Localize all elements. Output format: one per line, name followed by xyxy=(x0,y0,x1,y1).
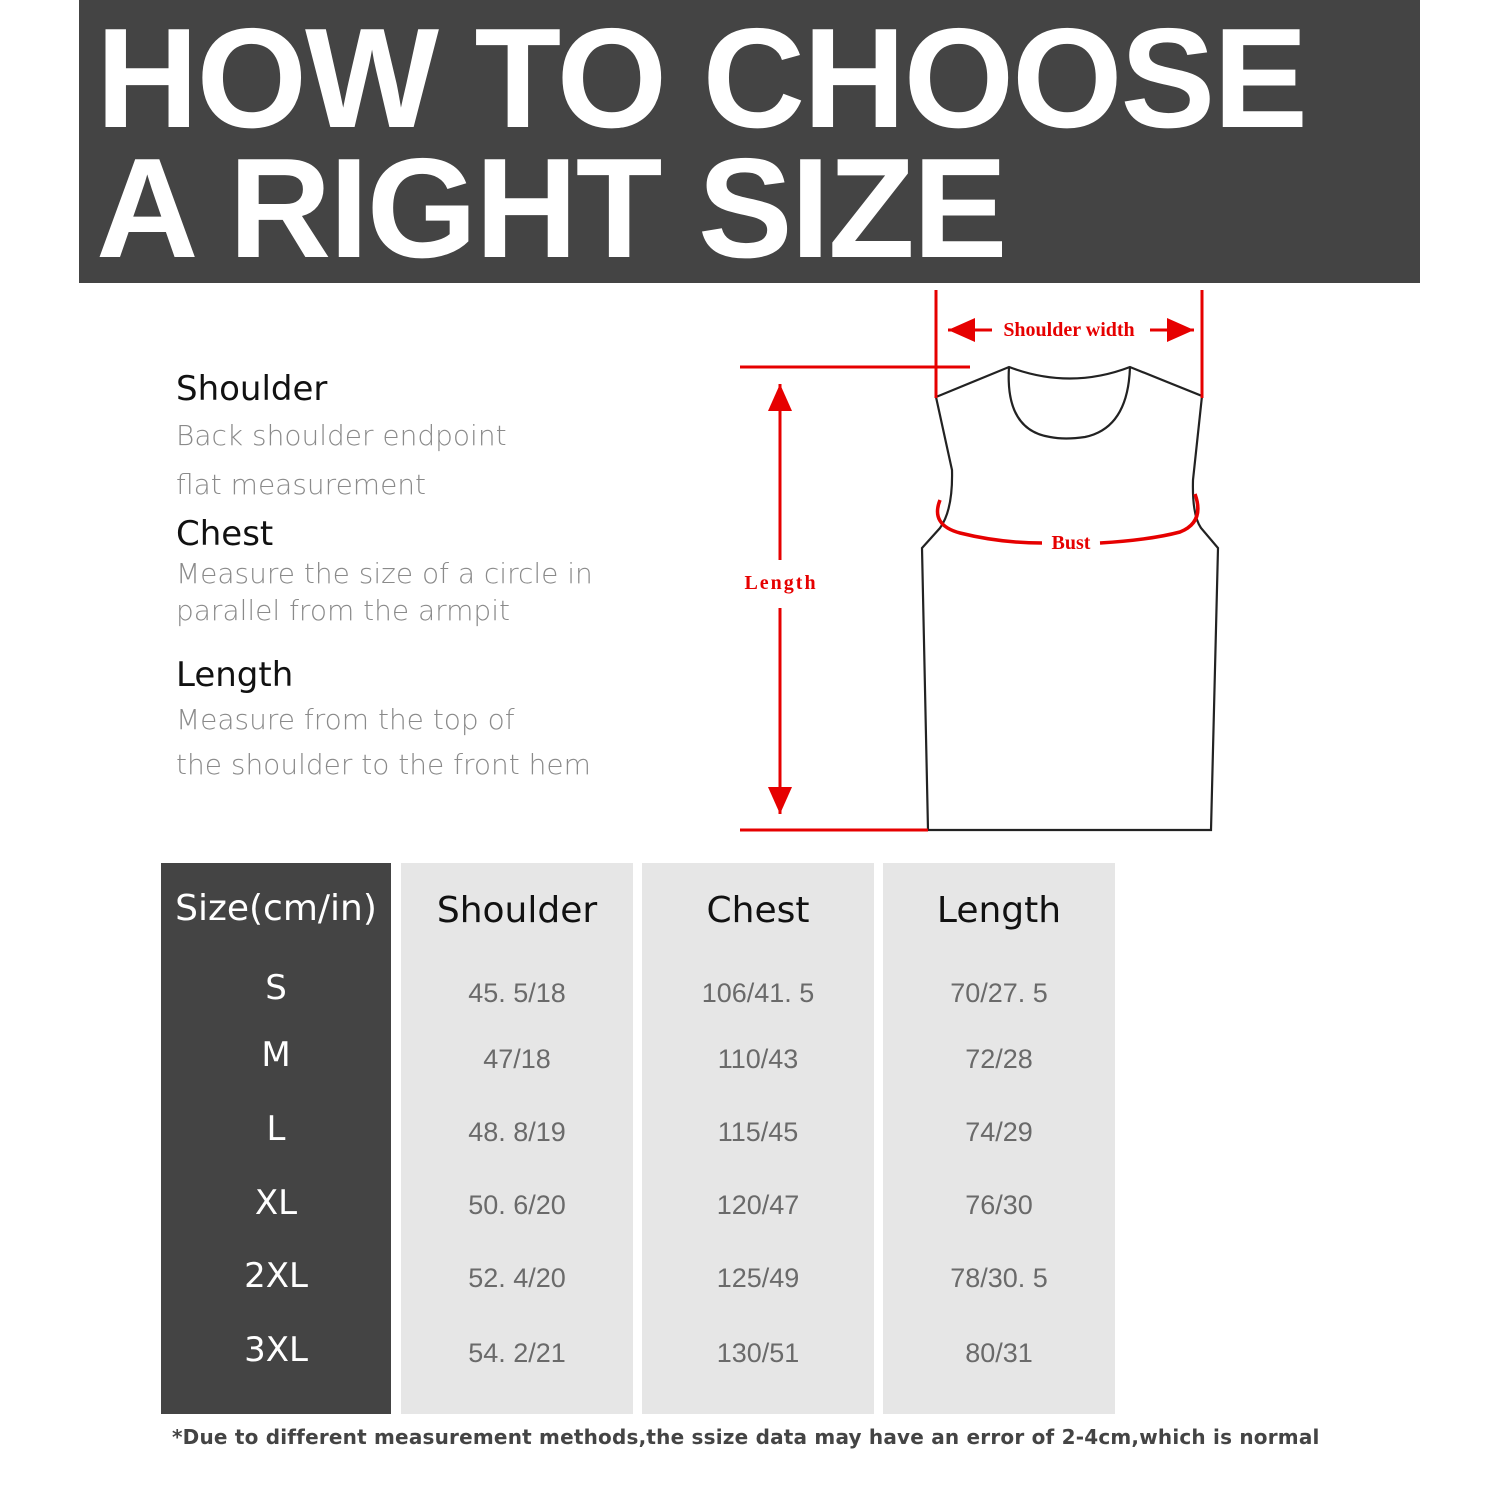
chest-cell: 120/47 xyxy=(716,1190,800,1220)
length-label: Length xyxy=(744,572,818,594)
shoulder-text-line-1: Back shoulder endpoint xyxy=(176,419,507,452)
chest-column xyxy=(642,863,874,1414)
chest-cell: 110/43 xyxy=(717,1044,799,1074)
chest-text-line-2: parallel from the armpit xyxy=(176,594,510,627)
shoulder-cell: 54. 2/21 xyxy=(468,1338,566,1368)
shoulder-cell: 45. 5/18 xyxy=(468,978,566,1008)
size-cell: XL xyxy=(254,1183,298,1223)
length-column-header: Length xyxy=(936,890,1062,931)
chest-cell: 115/45 xyxy=(717,1117,799,1147)
length-cell: 70/27. 5 xyxy=(950,978,1048,1008)
length-cell: 80/31 xyxy=(965,1338,1033,1368)
shoulder-text-line-2: flat measurement xyxy=(176,468,427,501)
length-column xyxy=(883,863,1115,1414)
length-text-line-2: the shoulder to the front hem xyxy=(176,748,591,781)
chest-heading: Chest xyxy=(176,514,274,554)
size-cell: M xyxy=(261,1035,291,1075)
tank-top-outline xyxy=(922,367,1218,830)
size-cell: 3XL xyxy=(244,1330,308,1370)
chest-column-header: Chest xyxy=(706,890,810,931)
length-cell: 72/28 xyxy=(965,1044,1033,1074)
banner-title-line-1: HOW TO CHOOSE xyxy=(96,0,1306,158)
bust-label: Bust xyxy=(1051,532,1091,554)
size-cell: 2XL xyxy=(244,1256,308,1296)
length-heading: Length xyxy=(176,655,294,695)
length-cell: 74/29 xyxy=(965,1117,1033,1147)
shoulder-cell: 48. 8/19 xyxy=(468,1117,566,1147)
length-cell: 76/30 xyxy=(965,1190,1033,1220)
length-text-line-1: Measure from the top of xyxy=(176,703,515,736)
size-cell: S xyxy=(265,968,287,1008)
size-column-header: Size(cm/in) xyxy=(175,888,377,929)
shoulder-heading: Shoulder xyxy=(176,369,328,409)
size-column xyxy=(161,863,391,1414)
shoulder-cell: 47/18 xyxy=(483,1044,551,1074)
banner-title-line-2: A RIGHT SIZE xyxy=(96,129,1006,288)
chest-cell: 106/41. 5 xyxy=(701,978,815,1008)
chest-text-line-1: Measure the size of a circle in xyxy=(176,557,593,590)
length-cell: 78/30. 5 xyxy=(950,1263,1048,1293)
measurement-note: *Due to different measurement methods,the ssize data may have an error of 2-4cm,which is normal xyxy=(172,1425,1320,1449)
shoulder-width-label: Shoulder width xyxy=(1003,319,1135,341)
shoulder-column-header: Shoulder xyxy=(436,890,598,931)
chest-cell: 130/51 xyxy=(716,1338,800,1368)
size-cell: L xyxy=(266,1109,286,1149)
shoulder-column xyxy=(401,863,633,1414)
shoulder-cell: 52. 4/20 xyxy=(468,1263,566,1293)
chest-cell: 125/49 xyxy=(716,1263,800,1293)
shoulder-cell: 50. 6/20 xyxy=(468,1190,566,1220)
